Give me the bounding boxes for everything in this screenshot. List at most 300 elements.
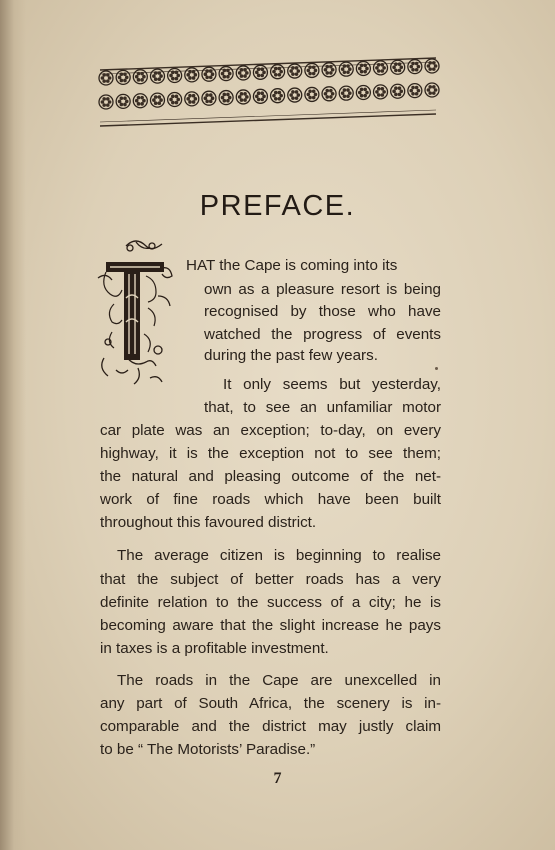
rosette-petal (175, 77, 179, 81)
rosette-petal (154, 95, 158, 99)
rosette-center (208, 73, 210, 75)
rosette-petal (329, 89, 333, 93)
text-line: It only seems but yesterday, (223, 376, 441, 393)
rosette-petal (411, 68, 415, 72)
rosette-petal (358, 67, 362, 71)
rosette-petal (192, 76, 196, 80)
rosette-center (242, 72, 244, 74)
rosette-petal (360, 94, 364, 98)
rosette-petal (274, 97, 278, 101)
rosette-petal (137, 78, 141, 82)
rosette-petal (377, 93, 381, 97)
rosette-petal (346, 94, 350, 98)
rosette-petal (278, 73, 282, 77)
rosette-petal (279, 70, 283, 74)
rosette-petal (140, 96, 144, 100)
rosette-petal (240, 68, 244, 72)
rosette-petal (417, 89, 421, 93)
rosette-petal (257, 67, 261, 71)
rosette-petal (194, 73, 198, 77)
rosette-petal (365, 67, 369, 71)
text-line: the natural and pleasing outcome of the net- (100, 468, 441, 485)
rosette-petal (120, 96, 124, 100)
rosette-petal (274, 91, 278, 95)
rosette-center (208, 97, 210, 99)
page-number: 7 (273, 770, 282, 787)
rosette-petal (243, 92, 247, 96)
rosette-petal (272, 94, 276, 98)
rosette-center (122, 100, 124, 102)
rosette-petal (205, 69, 209, 73)
rosette-petal (343, 70, 347, 74)
rosette-petal (381, 87, 385, 91)
rosette-center (105, 101, 107, 103)
rosette-center (294, 94, 296, 96)
rosette-petal (346, 70, 350, 74)
rosette-petal (377, 87, 381, 91)
rosette-petal (171, 77, 175, 81)
rosette-center (362, 67, 364, 69)
rosette-petal (159, 98, 163, 102)
rosette-petal (291, 90, 295, 94)
rosette-petal (434, 88, 438, 92)
rosette-center (294, 70, 296, 72)
rosette-center (139, 76, 141, 78)
text-line: that, to see an unfamiliar motor (204, 399, 441, 416)
rosette-petal (394, 69, 398, 73)
rosette-petal (120, 79, 124, 83)
rosette-petal (291, 72, 295, 76)
rosette-petal (125, 100, 129, 104)
rosette-petal (154, 101, 158, 105)
rosette-petal (341, 91, 345, 95)
rosette-petal (171, 95, 175, 99)
rosette-petal (243, 74, 247, 78)
rosette-petal (381, 69, 385, 73)
rosette-petal (278, 67, 282, 71)
rosette-petal (157, 95, 161, 99)
rosette-petal (205, 93, 209, 97)
rosette-petal (291, 96, 295, 100)
rosette-petal (348, 67, 352, 71)
rosette-petal (312, 90, 316, 94)
rosette-petal (260, 98, 264, 102)
rosette-petal (360, 64, 364, 68)
rosette-center (414, 65, 416, 67)
rosette-petal (257, 98, 261, 102)
rosette-center (311, 93, 313, 95)
rosette-petal (312, 66, 316, 70)
rosette-petal (118, 100, 122, 104)
rosette-petal (211, 96, 215, 100)
rosette-petal (175, 95, 179, 99)
rosette-petal (188, 94, 192, 98)
rosette-petal (192, 70, 196, 74)
text-line: watched the progress of events (204, 326, 441, 343)
text-line: definite relation to the success of a city; he is (100, 594, 441, 611)
rosette-petal (152, 98, 156, 102)
rosette-petal (274, 67, 278, 71)
rosette-petal (363, 88, 367, 92)
rosette-petal (243, 68, 247, 72)
rosette-center (328, 93, 330, 95)
rosette-petal (325, 89, 329, 93)
rosette-center (191, 98, 193, 100)
header-ornament-icon (98, 56, 440, 128)
rosette-petal (257, 74, 261, 78)
rosette-petal (392, 89, 396, 93)
text-line: comparable and the district may justly claim (100, 718, 441, 735)
rosette-petal (295, 66, 299, 70)
rosette-petal (226, 75, 230, 79)
rosette-petal (243, 98, 247, 102)
rosette-center (328, 69, 330, 71)
rosette-petal (228, 96, 232, 100)
rosette-petal (106, 73, 110, 77)
text-line: The average citizen is beginning to realise (117, 547, 441, 564)
rosette-petal (394, 93, 398, 97)
rosette-petal (140, 78, 144, 82)
rosette-petal (297, 69, 301, 73)
text-line: The roads in the Cape are unexcelled in (117, 672, 441, 689)
rosette-center (156, 75, 158, 77)
rosette-petal (331, 68, 335, 72)
ink-speck (435, 367, 438, 370)
rosette-center (225, 96, 227, 98)
rosette-petal (205, 76, 209, 80)
rosette-petal (159, 74, 163, 78)
rosette-petal (399, 89, 403, 93)
rosette-center (173, 98, 175, 100)
rosette-petal (152, 74, 156, 78)
rosette-petal (358, 91, 362, 95)
rosette-center (225, 72, 227, 74)
rosette-center (276, 70, 278, 72)
rosette-petal (157, 71, 161, 75)
rosette-petal (135, 99, 139, 103)
rosette-petal (329, 95, 333, 99)
rosette-petal (312, 96, 316, 100)
rosette-petal (154, 71, 158, 75)
rosette-petal (381, 93, 385, 97)
rosette-petal (428, 61, 432, 65)
rosette-petal (392, 65, 396, 69)
rosette-petal (394, 62, 398, 66)
rosette-petal (125, 76, 129, 80)
rosette-petal (363, 70, 367, 74)
rosette-petal (398, 86, 402, 90)
rosette-petal (123, 72, 127, 76)
rosette-petal (142, 75, 146, 79)
rosette-petal (434, 64, 438, 68)
rosette-petal (123, 96, 127, 100)
rosette-petal (415, 86, 419, 90)
text-line: own as a pleasure resort is being (204, 281, 441, 298)
rosette-petal (417, 65, 421, 69)
rosette-petal (226, 69, 230, 73)
rosette-petal (176, 98, 180, 102)
rosette-petal (427, 88, 431, 92)
rosette-petal (432, 91, 436, 95)
rosette-petal (120, 72, 124, 76)
rosette-petal (101, 100, 105, 104)
rosette-center (259, 71, 261, 73)
rosette-petal (260, 67, 264, 71)
rosette-petal (106, 97, 110, 101)
rosette-petal (240, 74, 244, 78)
rosette-petal (123, 79, 127, 83)
rosette-petal (343, 64, 347, 68)
rosette-center (414, 89, 416, 91)
rosette-petal (228, 72, 232, 76)
rosette-petal (188, 76, 192, 80)
rosette-petal (398, 69, 402, 73)
rosette-petal (188, 100, 192, 104)
rosette-petal (398, 93, 402, 97)
rosette-petal (331, 92, 335, 96)
rosette-petal (108, 76, 112, 80)
rosette-petal (365, 91, 369, 95)
rosette-petal (194, 97, 198, 101)
rosette-petal (245, 95, 249, 99)
rosette-center (311, 69, 313, 71)
rosette-petal (137, 102, 141, 106)
rosette-petal (343, 94, 347, 98)
rosette-petal (398, 62, 402, 66)
rosette-petal (102, 103, 106, 107)
rosette-petal (204, 96, 208, 100)
rosette-petal (255, 95, 259, 99)
rosette-petal (257, 91, 261, 95)
rosette-petal (360, 88, 364, 92)
page-gutter-shadow (0, 0, 26, 850)
rosette-petal (272, 70, 276, 74)
rosette-petal (137, 72, 141, 76)
rosette-center (431, 65, 433, 67)
text-line: that the subject of better roads has a very (100, 571, 441, 588)
rosette-petal (314, 93, 318, 97)
rosette-petal (411, 62, 415, 66)
text-line: to be “ The Motorists’ Paradise.” (100, 741, 316, 758)
rosette-petal (428, 67, 432, 71)
rosette-petal (295, 96, 299, 100)
rosette-center (156, 99, 158, 101)
rosette-petal (223, 69, 227, 73)
rosette-center (242, 96, 244, 98)
rosette-petal (306, 69, 310, 73)
rosette-petal (295, 90, 299, 94)
rosette-petal (314, 69, 318, 73)
rosette-petal (394, 86, 398, 90)
text-line: during the past few years. (204, 347, 378, 364)
rosette-petal (428, 91, 432, 95)
rosette-center (122, 76, 124, 78)
rosette-petal (118, 76, 122, 80)
rosette-petal (154, 77, 158, 81)
text-line: recognised by those who have (204, 303, 441, 320)
rosette-center (345, 68, 347, 70)
rosette-petal (274, 73, 278, 77)
rosette-petal (240, 92, 244, 96)
rosette-petal (346, 64, 350, 68)
rosette-petal (171, 71, 175, 75)
rosette-petal (188, 70, 192, 74)
rosette-petal (415, 92, 419, 96)
rosette-petal (262, 95, 266, 99)
rosette-petal (428, 85, 432, 89)
rosette-petal (381, 63, 385, 67)
rosette-petal (329, 71, 333, 75)
text-line: HAT the Cape is coming into its (186, 257, 398, 274)
rosette-petal (106, 103, 110, 107)
rosette-petal (209, 76, 213, 80)
rosette-petal (223, 75, 227, 79)
page-title: PREFACE. (199, 190, 356, 222)
rosette-petal (289, 69, 293, 73)
rosette-petal (209, 93, 213, 97)
rosette-petal (306, 93, 310, 97)
rosette-petal (411, 86, 415, 90)
rosette-center (345, 92, 347, 94)
rosette-petal (176, 74, 180, 78)
text-line: throughout this favoured district. (100, 514, 317, 531)
rosette-petal (123, 103, 127, 107)
rosette-center (276, 94, 278, 96)
rosette-petal (382, 66, 386, 70)
rosette-petal (324, 68, 328, 72)
rosette-center (431, 89, 433, 91)
rosette-petal (308, 66, 312, 70)
rosette-petal (171, 101, 175, 105)
rosette-petal (289, 93, 293, 97)
rosette-petal (135, 75, 139, 79)
rosette-petal (399, 65, 403, 69)
rosette-petal (308, 90, 312, 94)
rosette-petal (223, 93, 227, 97)
rosette-petal (223, 99, 227, 103)
rosette-petal (255, 71, 259, 75)
rosette-petal (157, 101, 161, 105)
rosette-petal (329, 65, 333, 69)
rosette-petal (375, 90, 379, 94)
rosette-petal (325, 65, 329, 69)
rosette-petal (120, 103, 124, 107)
rosette-petal (325, 95, 329, 99)
rosette-petal (341, 67, 345, 71)
rosette-center (379, 91, 381, 93)
rosette-petal (140, 72, 144, 76)
rosette-petal (102, 79, 106, 83)
rosette-center (173, 74, 175, 76)
rosette-petal (102, 73, 106, 77)
rosette-center (191, 74, 193, 76)
rosette-petal (308, 96, 312, 100)
rosette-petal (278, 91, 282, 95)
rosette-petal (142, 99, 146, 103)
rosette-petal (324, 92, 328, 96)
rosette-petal (432, 85, 436, 89)
rosette-petal (427, 64, 431, 68)
rosette-petal (297, 93, 301, 97)
rosette-petal (106, 79, 110, 83)
rosette-petal (411, 92, 415, 96)
rosette-petal (101, 76, 105, 80)
rosette-petal (186, 97, 190, 101)
text-line: work of fine roads which have been built (100, 491, 441, 508)
rosette-petal (278, 97, 282, 101)
text-line: in taxes is a profitable investment. (100, 640, 329, 657)
rosette-petal (238, 95, 242, 99)
rosette-petal (226, 93, 230, 97)
rosette-petal (363, 64, 367, 68)
rosette-petal (377, 69, 381, 73)
rosette-center (259, 95, 261, 97)
rosette-petal (192, 100, 196, 104)
rosette-petal (409, 89, 413, 93)
rosette-petal (375, 66, 379, 70)
rosette-petal (238, 71, 242, 75)
text-line: highway, it is the exception not to see them; (100, 445, 441, 462)
text-line: any part of South Africa, the scenery is in- (100, 695, 441, 712)
rosette-center (362, 91, 364, 93)
rosette-petal (432, 67, 436, 71)
rosette-petal (157, 77, 161, 81)
rosette-petal (204, 72, 208, 76)
rosette-center (396, 66, 398, 68)
rosette-petal (260, 91, 264, 95)
rosette-petal (262, 71, 266, 75)
rosette-center (105, 77, 107, 79)
rosette-petal (360, 70, 364, 74)
rosette-petal (211, 72, 215, 76)
rosette-petal (312, 72, 316, 76)
rosette-petal (226, 99, 230, 103)
rosette-petal (415, 68, 419, 72)
rosette-petal (209, 69, 213, 73)
rosette-petal (140, 102, 144, 106)
rosette-petal (108, 100, 112, 104)
rosette-petal (415, 62, 419, 66)
rosette-petal (245, 71, 249, 75)
rosette-petal (209, 100, 213, 104)
rosette-petal (221, 96, 225, 100)
rosette-petal (279, 94, 283, 98)
rosette-center (139, 100, 141, 102)
rosette-center (396, 90, 398, 92)
text-line: car plate was an exception; to-day, on every (100, 422, 441, 439)
rosette-petal (205, 100, 209, 104)
rosette-petal (240, 98, 244, 102)
rosette-petal (363, 94, 367, 98)
rosette-petal (169, 74, 173, 78)
rosette-petal (308, 72, 312, 76)
rosette-petal (382, 90, 386, 94)
rosette-petal (343, 88, 347, 92)
rosette-petal (175, 71, 179, 75)
rosette-petal (432, 61, 436, 65)
rosette-petal (186, 73, 190, 77)
rosette-petal (102, 97, 106, 101)
floral-drop-cap-icon (96, 238, 176, 388)
rosette-petal (348, 91, 352, 95)
rosette-center (379, 67, 381, 69)
rosette-petal (137, 96, 141, 100)
rosette-petal (260, 74, 264, 78)
rosette-petal (377, 63, 381, 67)
rosette-petal (325, 71, 329, 75)
rosette-petal (291, 66, 295, 70)
rosette-petal (295, 72, 299, 76)
